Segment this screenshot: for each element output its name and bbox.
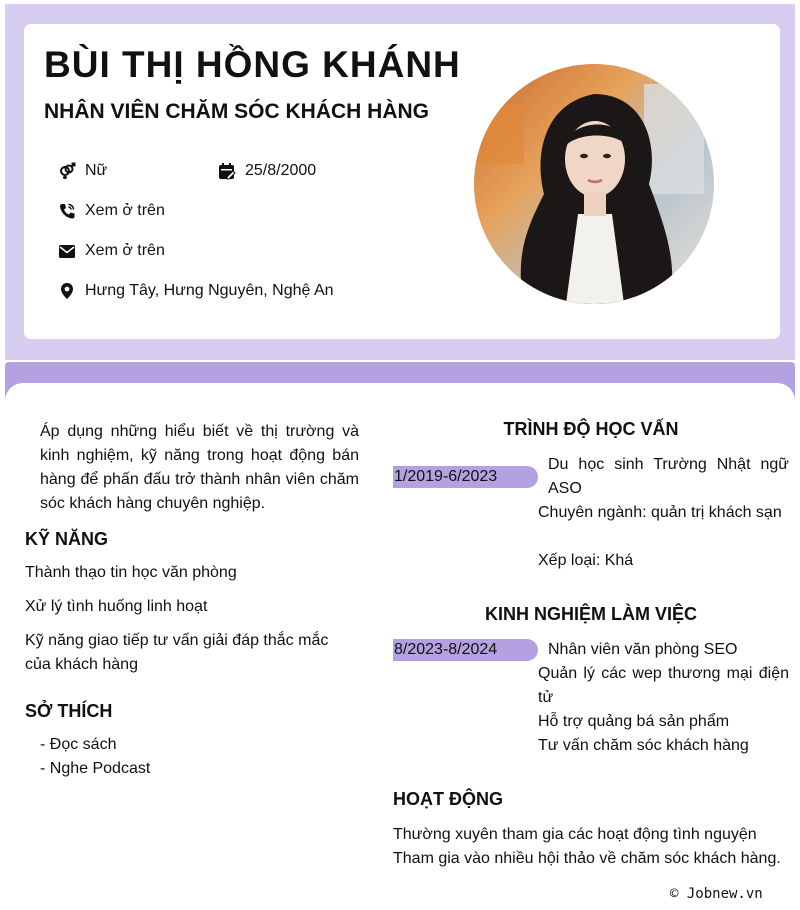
calendar-icon — [218, 162, 236, 180]
activity-item: Thường xuyên tham gia các hoạt động tình nguyện — [393, 826, 757, 843]
dob-info — [218, 162, 316, 180]
hobbies-title: SỞ THÍCH — [25, 701, 113, 721]
education-major: Chuyên ngành: quản trị khách sạn — [538, 504, 782, 521]
experience-role: Nhân viên văn phòng SEO — [548, 641, 738, 658]
email-info — [58, 242, 165, 260]
gender-value: Nữ — [85, 162, 108, 179]
phone-value: Xem ở trên — [85, 202, 165, 219]
activity-item: Tham gia vào nhiều hội thảo về chăm sóc khách hàng. — [393, 850, 781, 867]
education-school: Du học sinh Trường Nhật ngữ ASO — [548, 456, 789, 497]
gender-info — [58, 162, 107, 180]
header-card — [24, 24, 780, 339]
education-grade: Xếp loại: Khá — [538, 552, 634, 569]
experience-task: Hỗ trợ quảng bá sản phẩm — [538, 713, 730, 730]
career-objective: Áp dụng những hiểu biết về thị trường và kinh nghiệm, kỹ năng trong hoạt động bán hàng để phấn đấu trở thành nhân viên chăm sóc khách hàng chuyên nghiệp. — [40, 423, 359, 512]
profile-photo — [474, 64, 714, 304]
experience-title: KINH NGHIỆM LÀM VIỆC — [484, 604, 697, 624]
experience-task: Tư vấn chăm sóc khách hàng — [538, 737, 749, 754]
activities-title: HOẠT ĐỘNG — [393, 789, 503, 809]
watermark: © Jobnew.vn — [670, 886, 763, 902]
phone-info — [58, 202, 165, 220]
skill-item: Kỹ năng giao tiếp tư vấn giải đáp thắc mắc của khách hàng — [25, 632, 329, 673]
dob-value: 25/8/2000 — [245, 162, 317, 179]
email-value: Xem ở trên — [85, 242, 165, 259]
phone-icon — [58, 202, 76, 220]
skill-item: Thành thạo tin học văn phòng — [25, 564, 237, 581]
address-value: Hưng Tây, Hưng Nguyên, Nghệ An — [85, 282, 334, 299]
experience-period: 8/2023-8/2024 — [393, 639, 538, 661]
job-position: NHÂN VIÊN CHĂM SÓC KHÁCH HÀNG — [44, 100, 430, 123]
candidate-name: BÙI THỊ HỒNG KHÁNH — [44, 44, 461, 85]
address-info — [58, 282, 334, 300]
gender-icon — [58, 162, 76, 180]
location-icon — [58, 282, 76, 300]
education-title: TRÌNH ĐỘ HỌC VẤN — [503, 419, 679, 439]
hobby-item: - Đọc sách — [40, 736, 117, 753]
hobby-item: - Nghe Podcast — [40, 760, 151, 777]
skills-title: KỸ NĂNG — [25, 529, 109, 549]
skill-item: Xử lý tình huống linh hoạt — [25, 598, 208, 615]
experience-task: Quản lý các wep thương mại điện tử — [538, 665, 789, 706]
email-icon — [58, 242, 76, 260]
education-period: 1/2019-6/2023 — [393, 466, 538, 488]
